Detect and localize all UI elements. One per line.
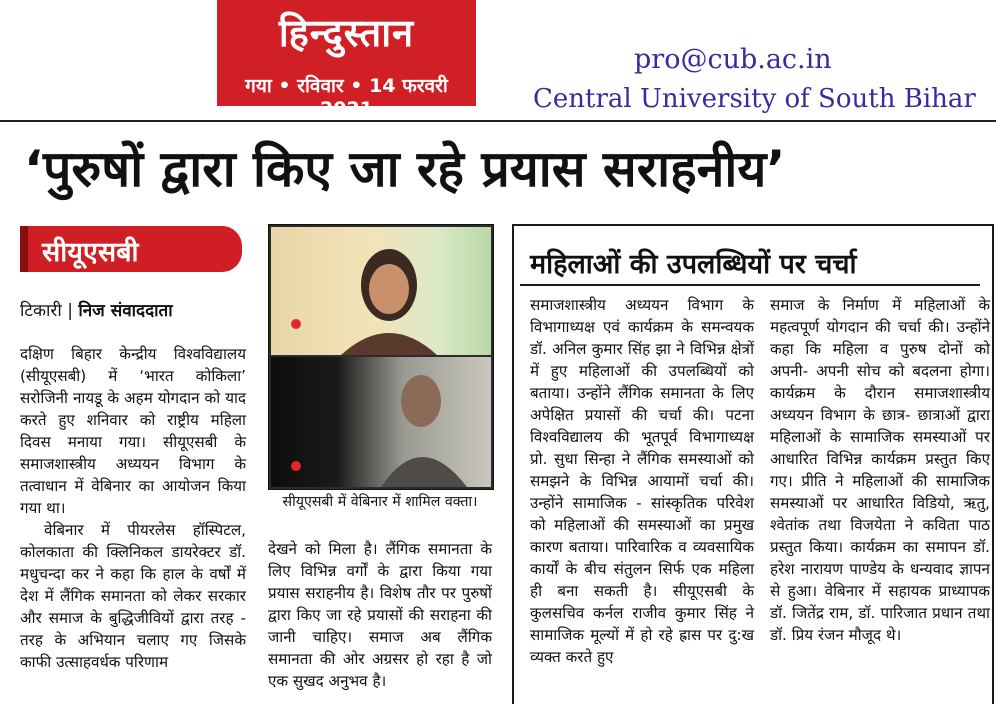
story-column-2	[268, 538, 492, 692]
section-tag	[20, 226, 242, 272]
contact-email: pro@cub.ac.in	[634, 44, 832, 75]
sidebar-border-left	[512, 224, 514, 704]
sidebar-subhead: महिलाओं की उपलब्धियों पर चर्चा	[530, 249, 857, 280]
story-paragraph-2: वेबिनार में पीयरलेस हॉस्पिटल, कोलकाता की क्लिनिकल डायरेक्टर डॉ. मधुचन्दा कर ने कहा कि हाल के वर्षों में देश में लैंगिक समानता को लेकर सरकार और समाज के बुद्धिजीवियों द्वारा तरह - तरह के अभियान चलाए गए जिसके काफी उत्साहवर्धक परिणाम	[20, 521, 246, 671]
speaker-video-tile-2	[271, 357, 491, 487]
sidebar-paragraph-2: समाज के निर्माण में महिलाओं के महत्वपूर्ण योगदान की चर्चा की। उन्होंने कहा कि महिला व पुरुष दोनों को अपनी- अपनी सोच को बदलना होगा। कार्यक्रम के दौरान समाजशास्त्रीय अध्ययन विभाग के छात्र- छात्राओं द्वारा महिलाओं के सामाजिक समस्याओं पर आधारित विभिन्न कार्यक्रम प्रस्तुत किए गए। प्रीति ने महिलाओं की सामाजिक समस्याओं पर आधारित विडियो, ऋतु, श्वेतांक तथा विजयेता ने कविता पाठ प्रस्तुत किया। कार्यक्रम का समापन डॉ. हरेश नारायण पाण्डेय के धन्यवाद ज्ञापन से हुआ। वेबिनार में सहायक प्राध्यापक डॉ. जितेंद्र राम, डॉ. पारिजात प्रधान तथा डॉ. प्रिय रंजन मौजूद थे।	[770, 296, 990, 644]
speaker-silhouette-1	[271, 227, 491, 355]
photo-caption: सीयूएसबी में वेबिनार में शामिल वक्ता।	[282, 494, 478, 510]
sidebar-column-1	[530, 294, 754, 668]
speaker-silhouette-2	[271, 357, 491, 487]
webinar-photo	[268, 224, 494, 490]
story-column-1	[20, 343, 246, 673]
byline-reporter: निज संवाददाता	[78, 301, 173, 321]
story-paragraph-1: दक्षिण बिहार केन्द्रीय विश्वविद्यालय (सीयूएसबी) में ‘भारत कोकिला’ सरोजिनी नायडू के अहम योगदान को याद करते हुए शनिवार को राष्ट्रीय महिला दिवस मनाया गया। सीयूएसबी के समाजशास्त्रीय अध्ययन विभाग के तत्वाधान में वेबिनार का आयोजन किया गया था।	[20, 345, 246, 517]
top-divider	[0, 120, 996, 122]
newspaper-name: हिन्दुस्तान	[278, 11, 415, 55]
subhead-underline	[520, 284, 980, 286]
sidebar-column-2	[770, 294, 990, 646]
newspaper-dateline: गया • रविवार • 14 फरवरी 2021	[245, 75, 448, 120]
headline: ‘पुरुषों द्वारा किए जा रहे प्रयास सराहनीय’	[24, 140, 786, 198]
contact-university: Central University of South Bihar	[533, 84, 976, 114]
speaker-video-tile-1	[271, 227, 491, 355]
tag-accent-bar	[20, 226, 28, 272]
story-paragraph-3: देखने को मिला है। लैंगिक समानता के लिए विभिन्न वर्गों के द्वारा किया गया प्रयास सराहनीय है। विशेष तौर पर पुरुषों द्वारा किए जा रहे प्रयासों की सराहना की जानी चाहिए। समाज अब लैंगिक समानता की ओर अग्रसर हो रहा है जो एक सुखद अनुभव है।	[268, 540, 492, 690]
section-tag-label: सीयूएसबी	[42, 237, 139, 268]
sidebar-paragraph-1: समाजशास्त्रीय अध्ययन विभाग के विभागाध्यक्ष एवं कार्यक्रम के समन्वयक डॉ. अनिल कुमार सिंह झा ने विभिन्न क्षेत्रों में हुए महिलाओं की उपलब्धियों को बताया। उन्होंने लैंगिक समानता के लिए अपेक्षित प्रयासों की चर्चा की। पटना विश्वविद्यालय की भूतपूर्व विभागाध्यक्ष प्रो. सुधा सिन्हा ने लैंगिक समस्याओं को समझने के विभिन्न आयामों चर्चा की। उन्होंने सामाजिक - सांस्कृतिक परिवेश को महिलाओं की समस्याओं का प्रमुख कारण बताया। पारिवारिक व व्यवसायिक कार्यों के बीच संतुलन सिर्फ एक महिला ही बना सकती है। सीयूएसबी के कुलसचिव कर्नल राजीव कुमार सिंह ने सामाजिक मूल्यों में हो रहे ह्रास पर दु:ख व्यक्त करते हुए	[530, 296, 754, 666]
byline: टिकारी | निज संवाददाता	[20, 301, 173, 321]
byline-place: टिकारी	[20, 301, 62, 321]
sidebar-border-top	[512, 224, 994, 226]
sidebar-border-right	[992, 224, 994, 704]
newspaper-masthead	[217, 0, 476, 120]
